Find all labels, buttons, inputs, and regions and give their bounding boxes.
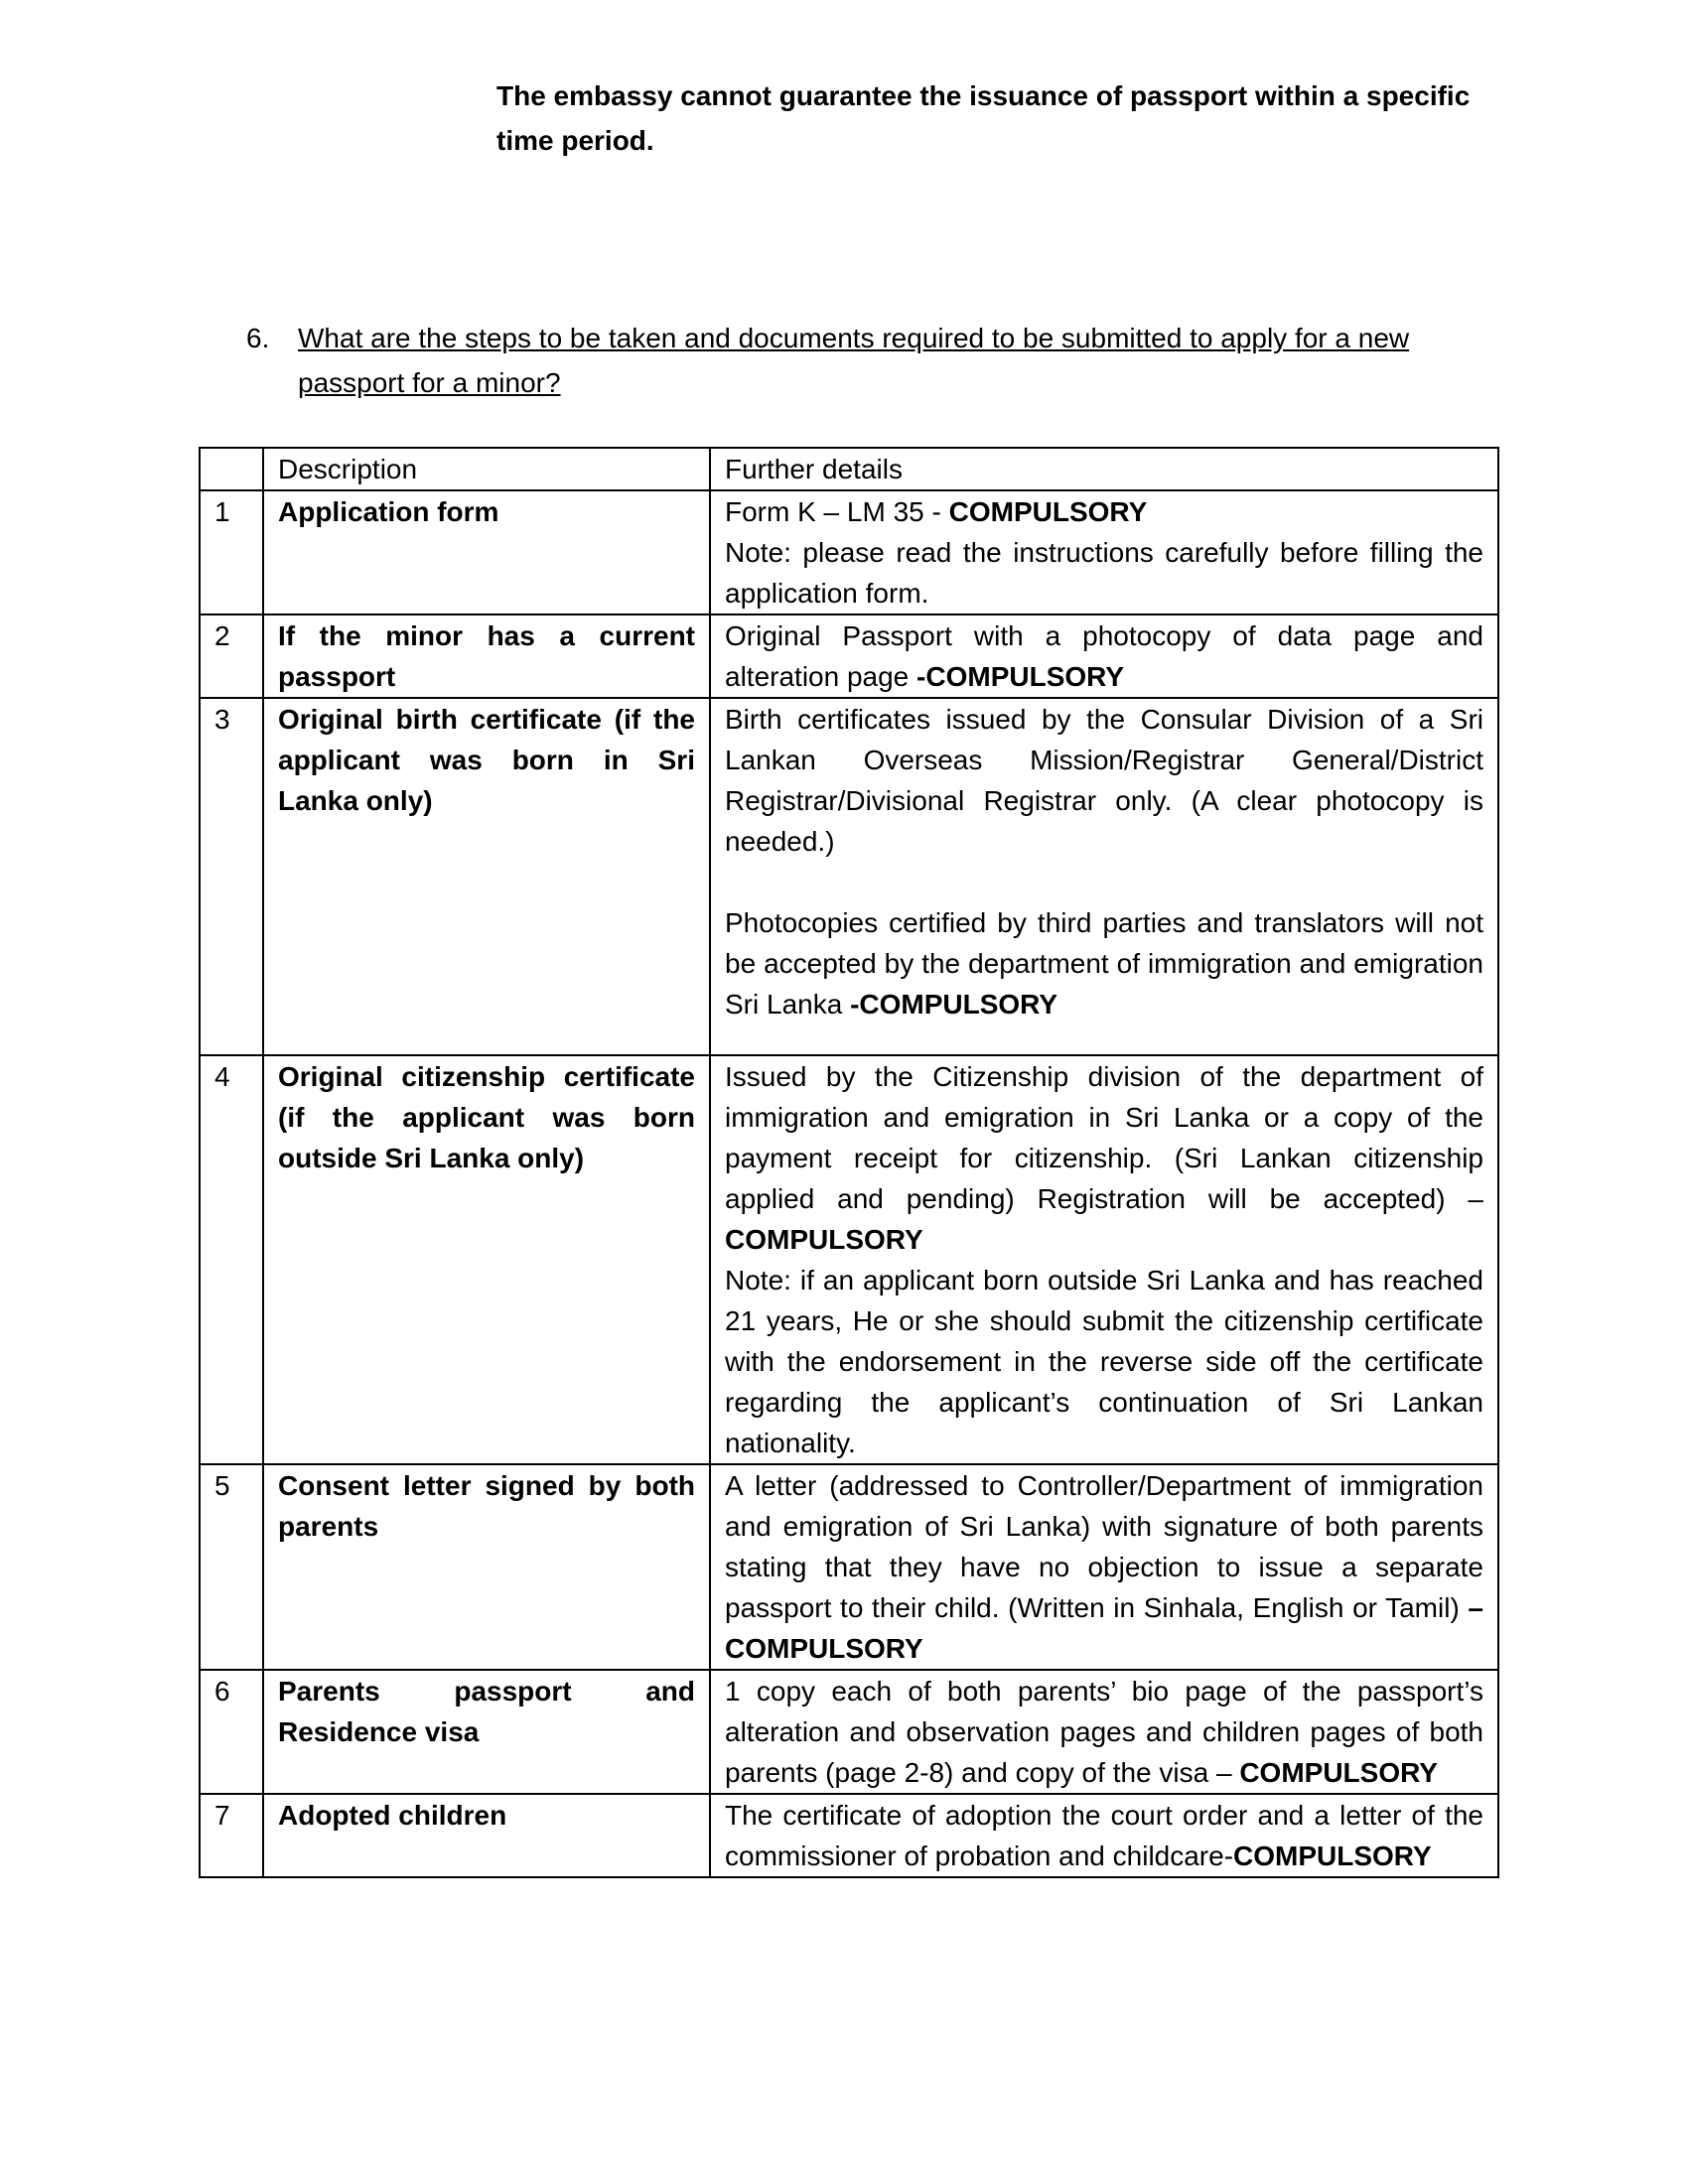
details-text: Form K – LM 35 - (725, 496, 949, 527)
table-row (200, 1794, 1498, 1877)
question-heading (246, 316, 1499, 405)
details-note: Photocopies certified by third parties and translators will not be accepted by the department of immigration and emigration Sri Lanka (725, 907, 1483, 1020)
details-text: 1 copy each of both parents’ bio page of the passport’s alteration and observation pages and children pages of both parents (page 2-8) and copy of the visa – (725, 1676, 1483, 1788)
details-text: Issued by the Citizenship division of the department of immigration and emigration in Sri Lanka or a copy of the payment receipt for citizenship. (Sri Lankan citizenship applied and pending) Registration will be accepted) – (725, 1061, 1483, 1214)
row-number: 3 (200, 698, 263, 1055)
table-row (200, 698, 1498, 1055)
details-text: A letter (addressed to Controller/Department of immigration and emigration of Sri Lanka) with signature of both parents stating that they have no objection to issue a separate passport to their child. (Written in Sinhala, English or Tamil) (725, 1470, 1483, 1623)
table-row (200, 490, 1498, 614)
compulsory-label: -COMPULSORY (916, 661, 1125, 692)
row-details (710, 1794, 1498, 1877)
row-details (710, 1055, 1498, 1464)
row-number: 5 (200, 1464, 263, 1670)
requirements-table (199, 447, 1499, 1878)
compulsory-label: COMPULSORY (1233, 1841, 1432, 1871)
compulsory-label: -COMPULSORY (850, 989, 1058, 1020)
details-text: Original Passport with a photocopy of data page and alteration page (725, 620, 1483, 692)
table-row (200, 1464, 1498, 1670)
row-description: Parents passport and Residence visa (263, 1670, 710, 1794)
details-text: Birth certificates issued by the Consular Division of a Sri Lankan Overseas Mission/Registrar General/District Registrar/Divisional Registrar only. (A clear photocopy is needed.) (725, 704, 1483, 857)
compulsory-label: COMPULSORY (1239, 1757, 1438, 1788)
question-text: What are the steps to be taken and documents required to be submitted to apply for a new passport for a minor? (298, 323, 1410, 398)
row-details (710, 1670, 1498, 1794)
header-details: Further details (710, 448, 1498, 490)
table-header-row (200, 448, 1498, 490)
row-number: 6 (200, 1670, 263, 1794)
compulsory-label: COMPULSORY (948, 496, 1148, 527)
table-row (200, 614, 1498, 698)
row-description: Application form (263, 490, 710, 614)
row-description: Consent letter signed by both parents (263, 1464, 710, 1670)
row-description: If the minor has a current passport (263, 614, 710, 698)
row-description: Adopted children (263, 1794, 710, 1877)
details-text: The certificate of adoption the court order and a letter of the commissioner of probation and childcare- (725, 1800, 1483, 1871)
row-details (710, 490, 1498, 614)
intro-note: The embassy cannot guarantee the issuance of passport within a specific time period. (496, 80, 1471, 156)
compulsory-label: – COMPULSORY (725, 1592, 1483, 1664)
details-note: Note: please read the instructions carefully before filling the application form. (725, 537, 1483, 609)
row-details (710, 1464, 1498, 1670)
table-row (200, 1670, 1498, 1794)
row-number: 4 (200, 1055, 263, 1464)
row-description: Original citizenship certificate (if the applicant was born outside Sri Lanka only) (263, 1055, 710, 1464)
row-description: Original birth certificate (if the applicant was born in Sri Lanka only) (263, 698, 710, 1055)
compulsory-label: COMPULSORY (725, 1224, 923, 1255)
row-number: 1 (200, 490, 263, 614)
details-note: Note: if an applicant born outside Sri Lanka and has reached 21 years, He or she should submit the citizenship certificate with the endorsement in the reverse side off the certificate regarding the applicant’s continuation of Sri Lankan nationality. (725, 1265, 1483, 1458)
row-details (710, 614, 1498, 698)
table-row (200, 1055, 1498, 1464)
header-description: Description (263, 448, 710, 490)
row-number: 7 (200, 1794, 263, 1877)
row-details (710, 698, 1498, 1055)
question-number: 6. (246, 323, 270, 353)
row-number: 2 (200, 614, 263, 698)
header-num (200, 448, 263, 490)
